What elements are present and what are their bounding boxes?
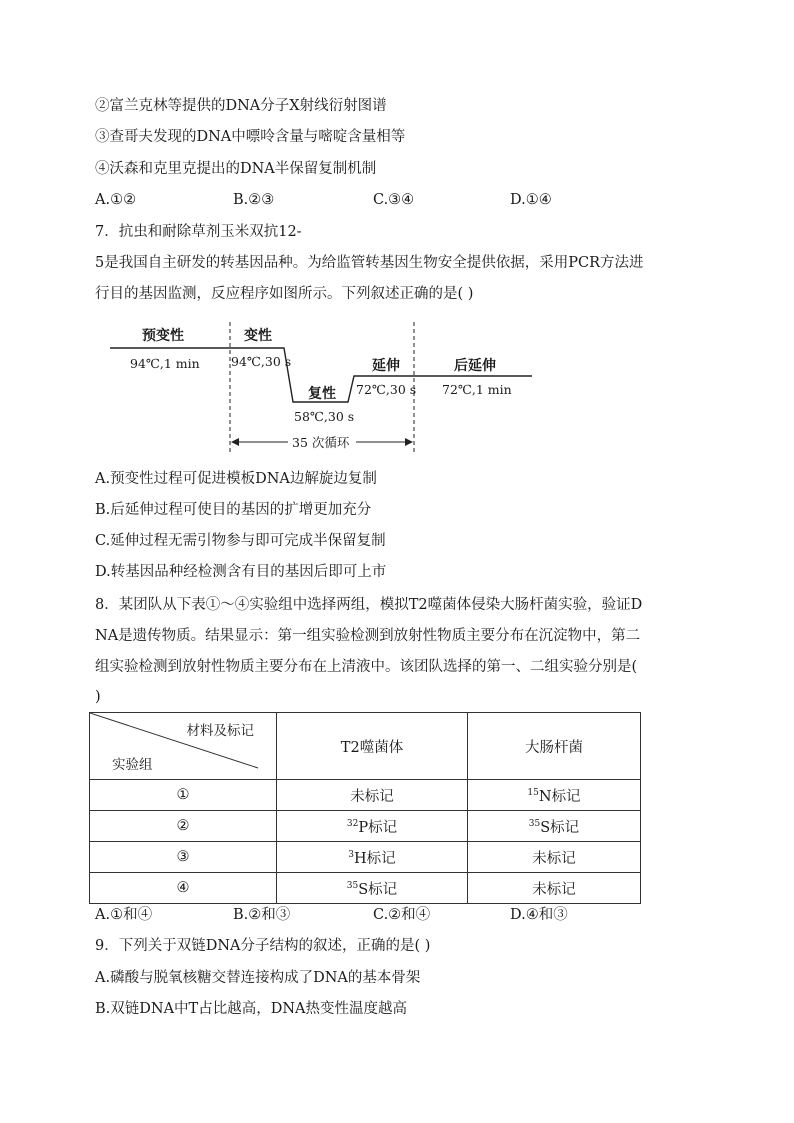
q7-option-a[interactable]: A.预变性过程可促进模板DNA边解旋边复制 [95, 471, 377, 487]
label-predenature: 预变性 [142, 328, 184, 344]
table-row [90, 811, 641, 842]
row-id: ④ [90, 873, 277, 904]
table-row [90, 842, 641, 873]
table-row [90, 780, 641, 811]
label-post-extend-cond: 72℃,1 min [442, 382, 512, 397]
label-predenature-cond: 94℃,1 min [130, 356, 200, 371]
label-anneal: 复性 [308, 386, 336, 402]
q8-option-d[interactable]: D.④和③ [510, 907, 568, 923]
q9-option-b[interactable]: B.双链DNA中T占比越高，DNA热变性温度越高 [95, 1001, 408, 1017]
experiment-table [89, 712, 641, 904]
row-id: ③ [90, 842, 277, 873]
cell-phage: $^3$H标记 [277, 842, 468, 873]
q6-option-d[interactable]: D.①④ [510, 192, 552, 208]
q7-option-c[interactable]: C.延伸过程无需引物参与即可完成半保留复制 [95, 533, 386, 549]
row-id: ② [90, 811, 277, 842]
header-ecoli: 大肠杆菌 [468, 713, 641, 780]
q8-stem-line-4: ) [95, 689, 101, 705]
cell-phage: $^{35}$S标记 [277, 873, 468, 904]
table-header-diagonal-cell [90, 713, 277, 780]
q9-option-a[interactable]: A.磷酸与脱氧核糖交替连接构成了DNA的基本骨架 [95, 970, 421, 986]
q6-option-b[interactable]: B.②③ [233, 192, 275, 208]
row-id: ① [90, 780, 277, 811]
label-anneal-cond: 58℃,30 s [294, 409, 355, 424]
table-row [90, 873, 641, 904]
label-denature-cond: 94℃,30 s [231, 354, 292, 369]
q7-option-d[interactable]: D.转基因品种经检测含有目的基因后即可上市 [95, 564, 387, 580]
cell-phage: $^{32}$P标记 [277, 811, 468, 842]
q8-option-a[interactable]: A.①和④ [95, 907, 153, 923]
cell-ecoli: 未标记 [468, 873, 641, 904]
table-header-row [90, 713, 641, 780]
q7-stem-line-3: 行目的基因监测，反应程序如图所示。下列叙述正确的是( ) [95, 286, 474, 302]
header-materials-label: 材料及标记 [186, 723, 254, 739]
q8-option-b[interactable]: B.②和③ [233, 907, 291, 923]
label-denature: 变性 [244, 328, 272, 344]
q8-stem-line-3: 组实验检测到放射性物质主要分布在上清液中。该团队选择的第一、二组实验分别是( [95, 659, 638, 675]
cell-ecoli: $^{35}$S标记 [468, 811, 641, 842]
q8-option-c[interactable]: C.②和④ [373, 907, 431, 923]
arrow-left-icon [231, 438, 239, 446]
q6-option-c[interactable]: C.③④ [373, 192, 415, 208]
arrow-right-icon [405, 438, 413, 446]
q7-option-b[interactable]: B.后延伸过程可使目的基因的扩增更加充分 [95, 502, 372, 518]
q7-stem-line-2: 5是我国自主研发的转基因品种。为给监管转基因生物安全提供依据，采用PCR方法进 [95, 255, 644, 271]
q7-stem-line-1: 7．抗虫和耐除草剂玉米双抗12- [95, 224, 302, 240]
label-extend-cond: 72℃,30 s [356, 382, 417, 397]
cell-ecoli: $^{15}$N标记 [468, 780, 641, 811]
q6-option-a[interactable]: A.①② [95, 192, 137, 208]
label-cycles: 35 次循环 [292, 435, 350, 450]
header-phage: T2噬菌体 [277, 713, 468, 780]
q8-stem-line-1: 8．某团队从下表①～④实验组中选择两组，模拟T2噬菌体侵染大肠杆菌实验，验证D [95, 597, 643, 613]
q8-stem-line-2: NA是遗传物质。结果显示：第一组实验检测到放射性物质主要分布在沉淀物中，第二 [95, 628, 641, 644]
label-post-extend: 后延伸 [454, 358, 496, 374]
pcr-program-diagram [108, 318, 538, 458]
q9-stem: 9．下列关于双链DNA分子结构的叙述，正确的是( ) [95, 938, 431, 954]
q6-item-2: ②富兰克林等提供的DNA分子X射线衍射图谱 [95, 98, 387, 114]
q6-item-3: ③查哥夫发现的DNA中嘌呤含量与嘧啶含量相等 [95, 129, 406, 145]
label-extend: 延伸 [372, 358, 400, 374]
q6-item-4: ④沃森和克里克提出的DNA半保留复制机制 [95, 161, 377, 177]
cell-ecoli: 未标记 [468, 842, 641, 873]
header-group-label: 实验组 [112, 757, 153, 773]
cell-phage: 未标记 [277, 780, 468, 811]
